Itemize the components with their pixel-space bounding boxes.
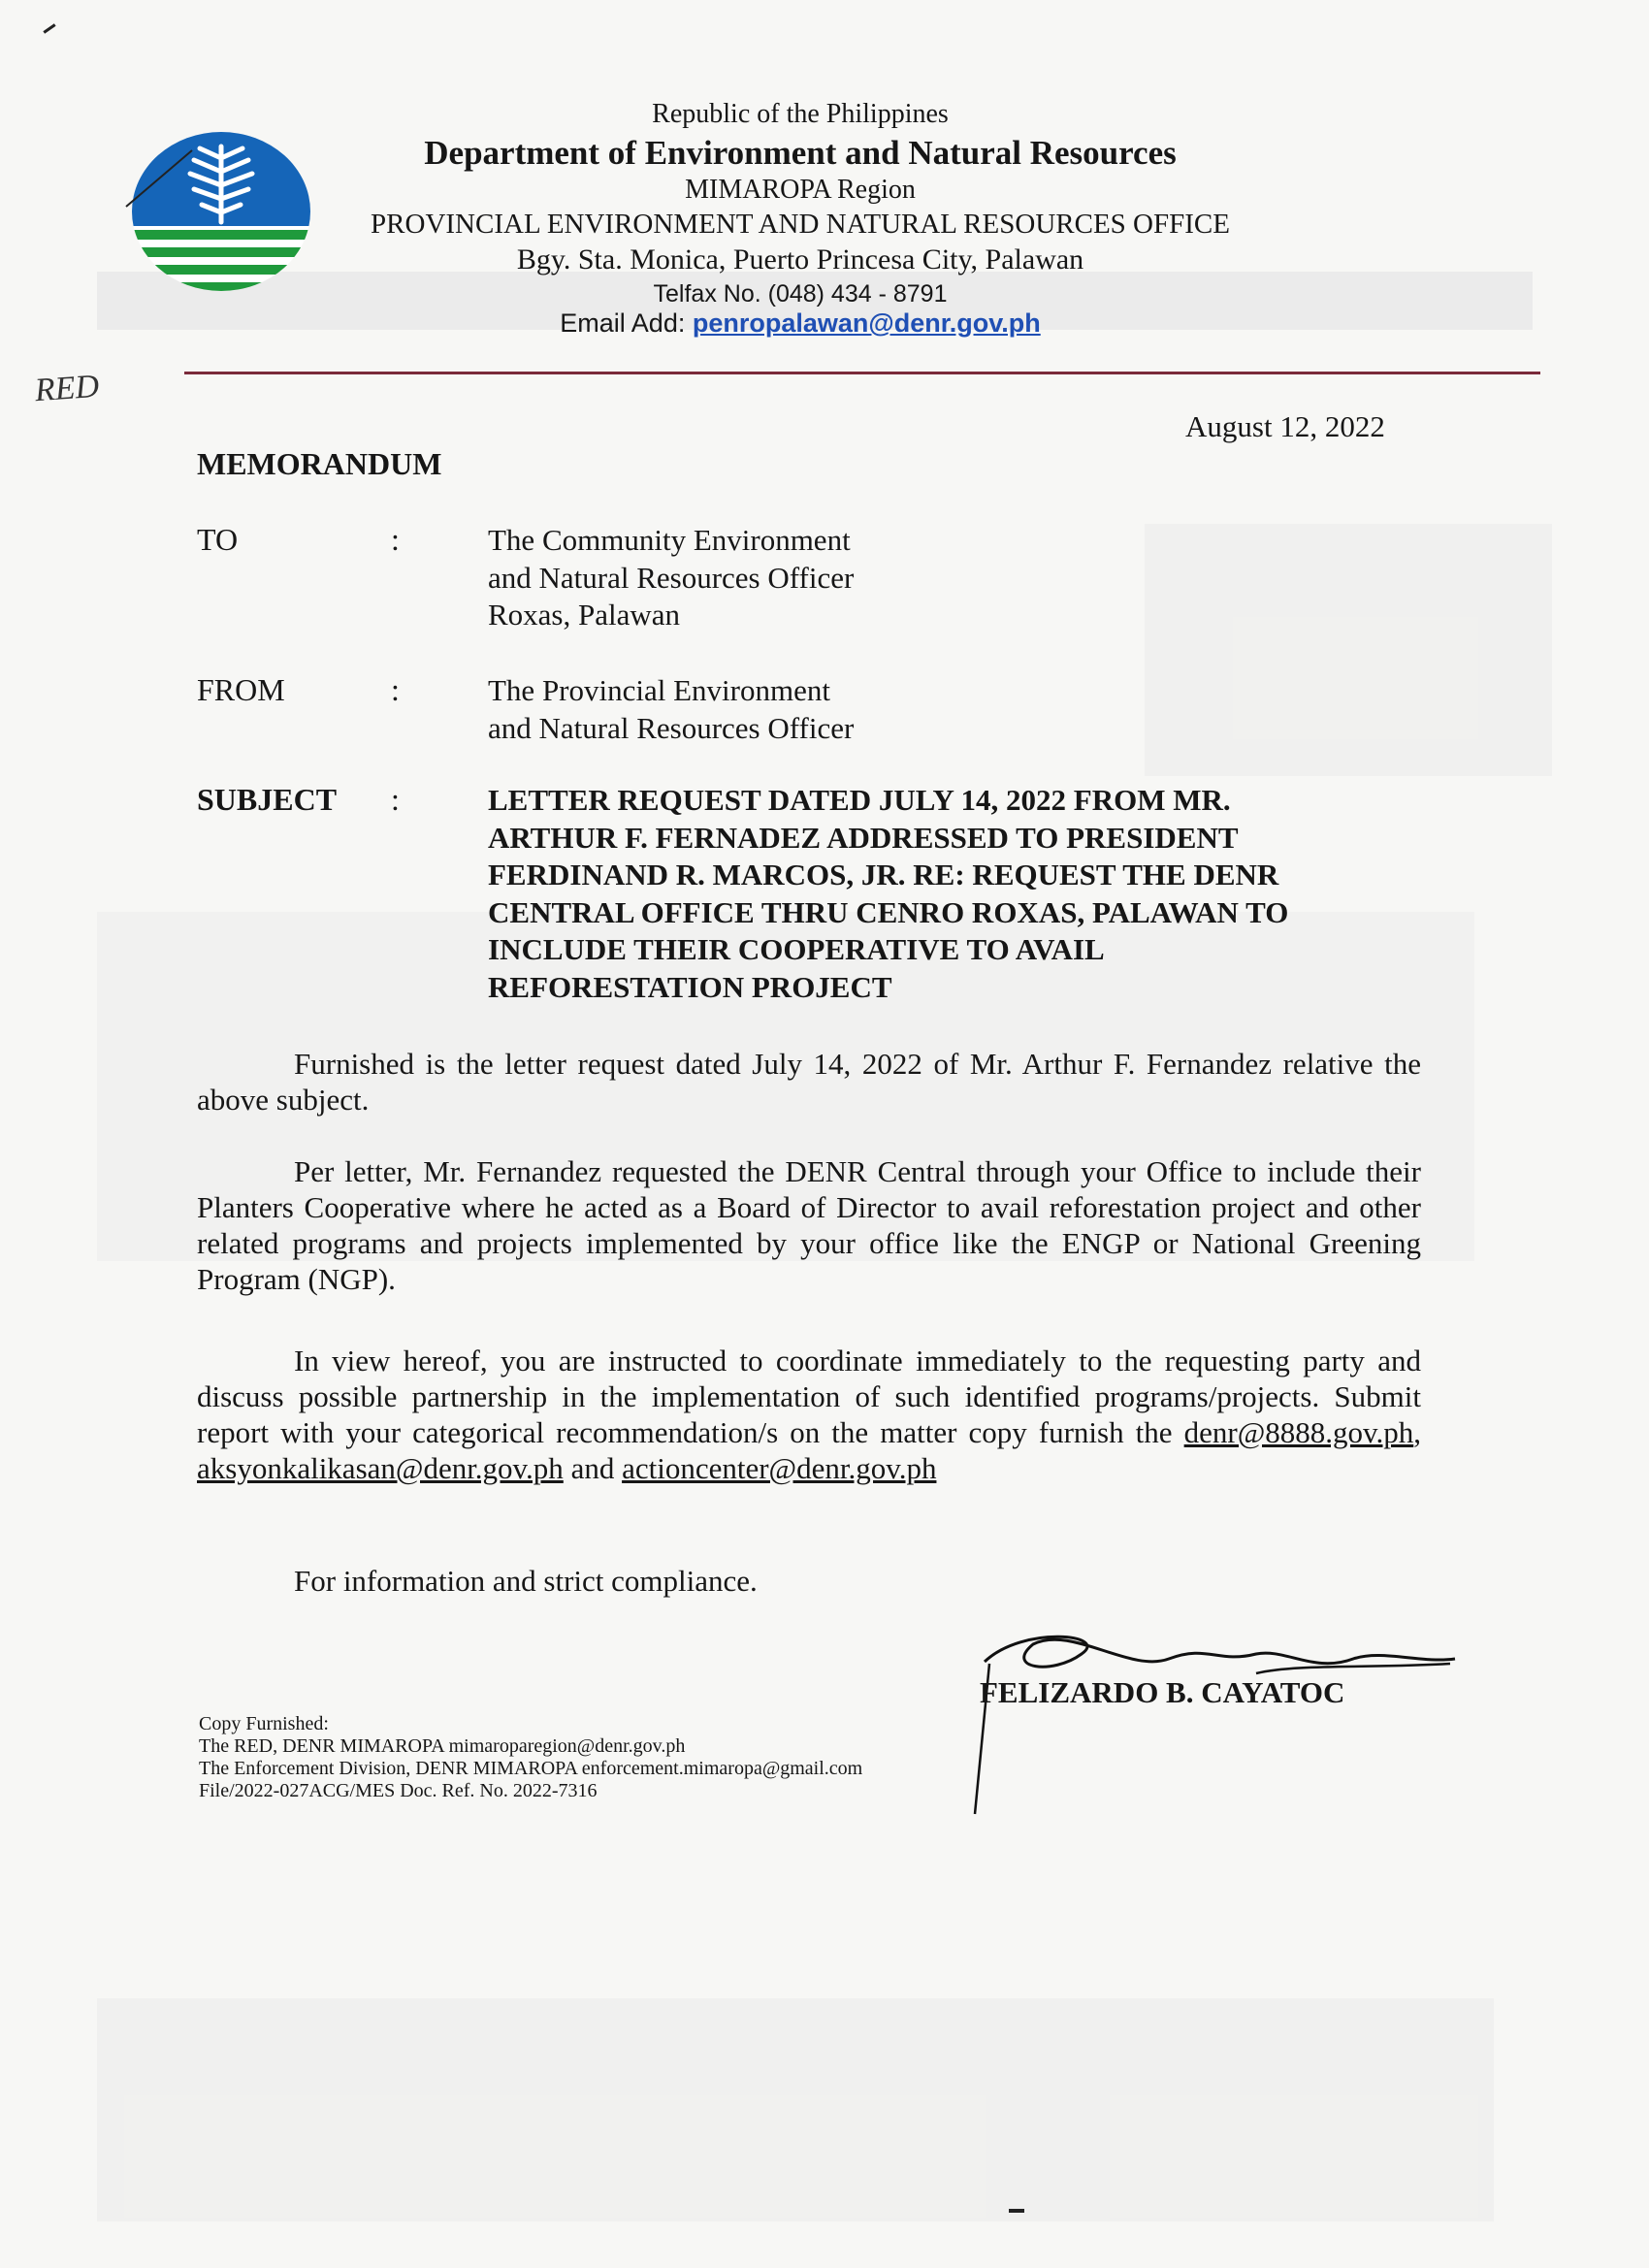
paragraph-3-text: In view hereof, you are instructed to coordinate immediately to the requesting party and discuss possible partnership in the implementation of such identified programs/projects. Submit report with your categorical recommendation/s on the matter copy furnish the bbox=[197, 1344, 1421, 1449]
to-line: and Natural Resources Officer bbox=[488, 560, 855, 595]
copy-furnished-line: The RED, DENR MIMAROPA mimaroparegion@denr.gov.ph bbox=[199, 1735, 686, 1757]
region-line: MIMAROPA Region bbox=[685, 175, 916, 205]
paragraph-2: Per letter, Mr. Fernandez requested the DENR Central through your Office to include their Planters Cooperative where he acted as a Board of Director to avail reforestation project and other related programs and projects implemented by your office like the ENGP or National Greening Program (NGP). bbox=[197, 1154, 1421, 1296]
from-label: FROM bbox=[197, 672, 285, 707]
republic-line: Republic of the Philippines bbox=[652, 99, 949, 129]
department-name: Department of Environment and Natural Resources bbox=[424, 134, 1177, 172]
address-line: Bgy. Sta. Monica, Puerto Princesa City, Palawan bbox=[516, 243, 1084, 275]
email-line bbox=[0, 308, 1600, 339]
copy-furnished-line: The Enforcement Division, DENR MIMAROPA enforcement.mimaropa@gmail.com bbox=[199, 1758, 863, 1779]
email-label: Email Add: bbox=[560, 308, 686, 338]
office-line: PROVINCIAL ENVIRONMENT AND NATURAL RESOURCES OFFICE bbox=[371, 209, 1230, 240]
from-colon: : bbox=[391, 672, 400, 707]
paragraph-4: For information and strict compliance. bbox=[294, 1564, 758, 1598]
to-line: Roxas, Palawan bbox=[488, 598, 681, 632]
subject-line: ARTHUR F. FERNADEZ ADDRESSED TO PRESIDENT bbox=[488, 820, 1239, 855]
telfax-line: Telfax No. (048) 434 - 8791 bbox=[653, 280, 948, 308]
paragraph-1: Furnished is the letter request dated July 14, 2022 of Mr. Arthur F. Fernandez relative the above subject. bbox=[197, 1047, 1421, 1117]
email-link-aksyonkalikasan[interactable]: aksyonkalikasan@denr.gov.ph bbox=[197, 1451, 564, 1485]
subject-label: SUBJECT bbox=[197, 782, 338, 817]
to-colon: : bbox=[391, 522, 400, 557]
scan-mark bbox=[43, 23, 55, 33]
memo-date: August 12, 2022 bbox=[1185, 409, 1385, 443]
from-line: and Natural Resources Officer bbox=[488, 710, 855, 745]
signatory-name: FELIZARDO B. CAYATOC bbox=[980, 1675, 1345, 1709]
subject-line: FERDINAND R. MARCOS, JR. RE: REQUEST THE DENR bbox=[488, 858, 1279, 892]
separator: , bbox=[1413, 1415, 1421, 1449]
subject-line: CENTRAL OFFICE THRU CENRO ROXAS, PALAWAN TO bbox=[488, 894, 1289, 929]
scan-mark bbox=[1009, 2209, 1024, 2213]
subject-line: REFORESTATION PROJECT bbox=[488, 969, 892, 1004]
to-block bbox=[488, 522, 854, 634]
office-email-link[interactable]: penropalawan@denr.gov.ph bbox=[692, 308, 1041, 338]
from-block bbox=[488, 672, 854, 747]
email-link-denr8888[interactable]: denr@8888.gov.ph bbox=[1183, 1415, 1414, 1449]
email-link-actioncenter[interactable]: actioncenter@denr.gov.ph bbox=[622, 1451, 937, 1485]
handwritten-mark: RED bbox=[33, 368, 101, 409]
copy-furnished-line: File/2022-027ACG/MES Doc. Ref. No. 2022-7316 bbox=[199, 1780, 598, 1801]
copy-furnished-block bbox=[199, 1713, 862, 1802]
separator: and bbox=[563, 1451, 623, 1485]
subject-line: LETTER REQUEST DATED JULY 14, 2022 FROM MR. bbox=[488, 783, 1231, 817]
paragraph-3 bbox=[197, 1343, 1421, 1486]
signature-scribble bbox=[965, 1605, 1470, 1819]
copy-furnished-title: Copy Furnished: bbox=[199, 1713, 329, 1734]
subject-colon: : bbox=[391, 782, 400, 817]
from-line: The Provincial Environment bbox=[488, 673, 830, 707]
subject-block bbox=[488, 782, 1288, 1007]
memo-title: MEMORANDUM bbox=[197, 446, 442, 481]
header-rule bbox=[184, 372, 1540, 374]
subject-line: INCLUDE THEIR COOPERATIVE TO AVAIL bbox=[488, 932, 1105, 967]
to-label: TO bbox=[197, 522, 239, 557]
to-line: The Community Environment bbox=[488, 523, 851, 557]
